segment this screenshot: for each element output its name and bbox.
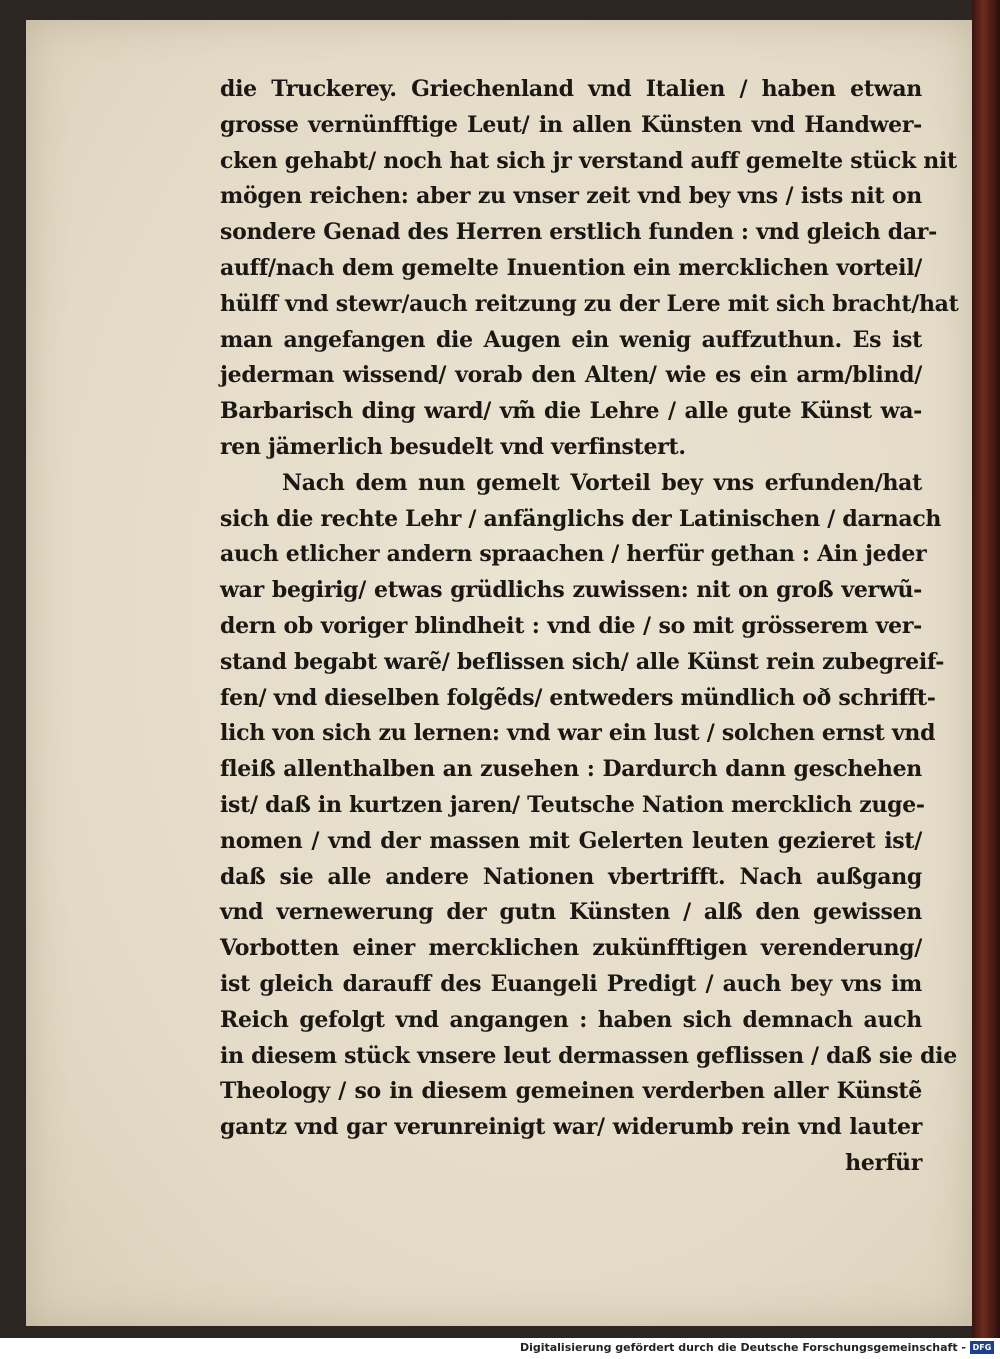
text-line: fen/ vnd dieselben folgẽds/ entweders mündlich oð schrifft- <box>220 684 936 711</box>
footer-bar <box>0 1338 1000 1359</box>
text-line: ist/ daß in kurtzen jaren/ Teutsche Nation mercklich zuge- <box>220 791 925 818</box>
text-line: war begirig/ etwas grüdlichs zuwissen: nit on groß verwũ- <box>220 577 922 604</box>
catchword: herfür <box>845 1149 922 1176</box>
text-line-paragraph-end: ren jämerlich besudelt vnd verfinstert. <box>220 433 686 460</box>
text-line: sich die rechte Lehr / anfänglichs der Latinischen / darnach <box>220 505 942 532</box>
text-line: dern ob voriger blindheit : vnd die / so mit grösserem ver- <box>220 612 922 639</box>
text-line: Reich gefolgt vnd angangen : haben sich demnach auch <box>220 1006 922 1033</box>
text-line: daß sie alle andere Nationen vbertrifft. Nach außgang <box>220 863 922 890</box>
text-line: sondere Genad des Herren erstlich funden : vnd gleich dar- <box>220 219 937 246</box>
text-line: die Truckerey. Griechenland vnd Italien / haben etwan <box>220 76 922 102</box>
book-binding-edge <box>972 0 1000 1338</box>
text-line: Theology / so in diesem gemeinen verderben aller Künstẽ <box>220 1078 922 1105</box>
text-line: Vorbotten einer mercklichen zukünfftigen verenderung/ <box>220 935 922 962</box>
text-line: auch etlicher andern spraachen / herfür gethan : Ain jeder <box>220 541 927 568</box>
dfg-logo-icon: DFG <box>970 1341 994 1354</box>
text-line: Barbarisch ding ward/ vm̃ die Lehre / alle gute Künst wa- <box>220 398 922 425</box>
text-line: stand begabt warẽ/ beflissen sich/ alle Künst rein zubegreif- <box>220 648 945 675</box>
text-line: lich von sich zu lernen: vnd war ein lust / solchen ernst vnd <box>220 720 936 747</box>
text-line: in diesem stück vnsere leut dermassen geflissen / daß sie die <box>220 1042 957 1069</box>
text-line: jederman wissend/ vorab den Alten/ wie es ein arm/blind/ <box>220 362 922 389</box>
text-line: cken gehabt/ noch hat sich jr verstand auff gemelte stück nit <box>220 147 957 174</box>
text-line: ist gleich darauff des Euangeli Predigt / auch bey vns im <box>220 970 922 997</box>
text-line: grosse vernünfftige Leut/ in allen Künsten vnd Handwer- <box>220 111 922 138</box>
text-line: nomen / vnd der massen mit Gelerten leuten gezieret ist/ <box>220 827 922 854</box>
text-line: fleiß allenthalben an zusehen : Dardurch dann geschehen <box>220 756 922 783</box>
text-line: auff/nach dem gemelte Inuention ein mercklichen vorteil/ <box>220 254 922 281</box>
text-line: gantz vnd gar verunreinigt war/ widerumb rein vnd lauter <box>220 1114 922 1141</box>
text-line-paragraph-start: Nach dem nun gemelt Vorteil bey vns erfunden/hat <box>282 469 922 496</box>
text-line: hülff vnd stewr/auch reitzung zu der Lere mit sich bracht/hat <box>220 290 959 317</box>
text-line: vnd vernewerung der gutn Künsten / alß den gewissen <box>220 899 922 926</box>
funding-credit: Digitalisierung gefördert durch die Deutsche Forschungsgemeinschaft - <box>519 1341 966 1354</box>
text-line: mögen reichen: aber zu vnser zeit vnd bey vns / ists nit on <box>220 183 922 210</box>
page-text-block <box>220 72 959 1182</box>
text-line: man angefangen die Augen ein wenig auffzuthun. Es ist <box>220 326 922 353</box>
